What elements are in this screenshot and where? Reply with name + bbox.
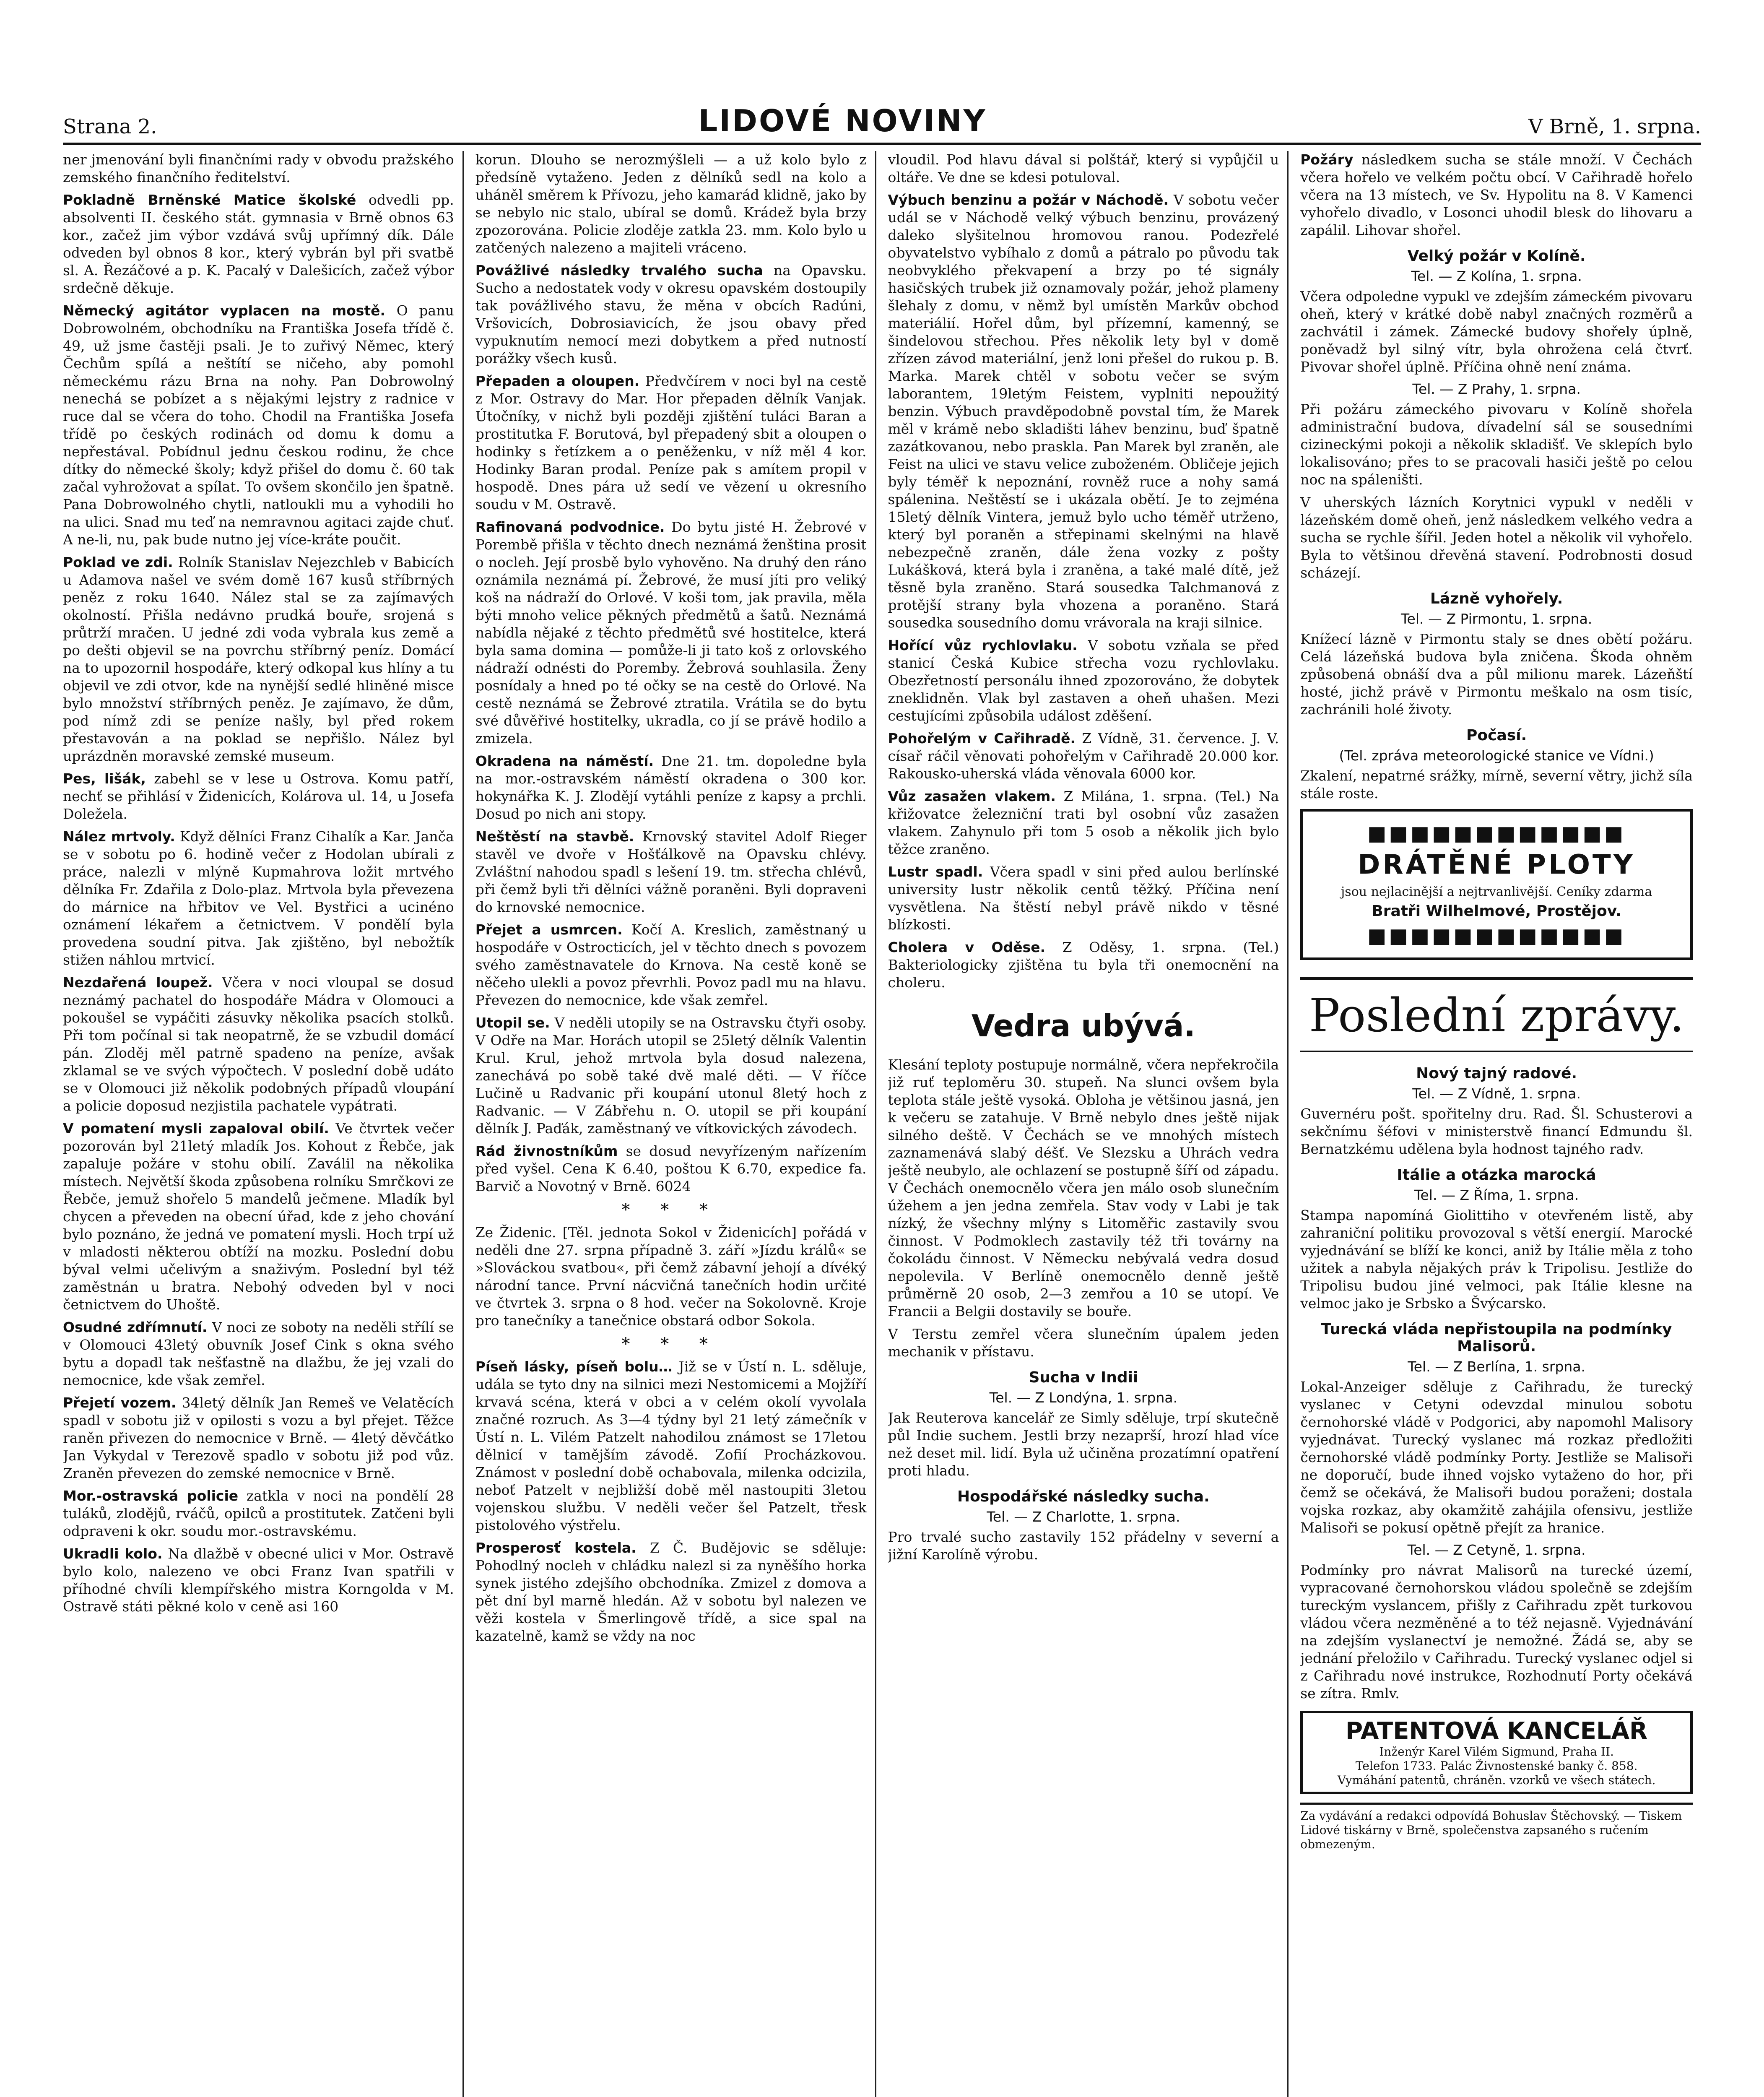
page-number: Strana 2.	[63, 115, 157, 138]
article: Včera odpoledne vypukl ve zdejším zámeckém pivovaru oheň, který v krátké době nabyl značných rozměrů a zachvátil i zámek. Zámecké budovy shořely úplně, poněvadž byl silný vítr, byla ohrožena celá čtvrť. Pivovar shořel úplně. Příčina ohně není známa.	[1300, 288, 1693, 375]
dateline: Tel. — Z Berlína, 1. srpna.	[1408, 1358, 1586, 1375]
patent-name: Inženýr Karel Vilém Sigmund, Praha II.	[1379, 1745, 1614, 1759]
article: V pomatení mysli zapaloval obilí. Ve čtvrtek večer pozorován byl 21letý mladík Jos. Kohout z Řebče, jak zapaluje požáre v stohu obilí. Zaválil na několika místech. Největší škoda způsobena rolníku Smrčkovi ze Řebče, jemuž shořelo 5 mandelů ječmene. Mladík byl chycen a převeden na obecní úřad, kde z jeho chování bylo poznáno, že jedná ve pomatení mysli. Hoch trpí už v mladosti některou obtíží na mozku. Poslední dobu býval velmi učelivým a snaživým. Poslední byl též zaměstnán u bratra. Nebohý odveden byl v noci četnictvem do Uhoště.	[63, 1120, 454, 1313]
ad-subtitle: jsou nejlacinější a nejtrvanlivější. Ceníky zdarma	[1341, 885, 1652, 899]
article: Rafinovaná podvodnice. Do bytu jisté H. Žebrové v Porembě přišla v těchto dnech neznámá ženština prosit o nocleh. Její prosbě bylo vyhověno. Na druhý den ráno oznámila neznámá pí. Žebrové, že musí jíti pro veliký koš na nádraží do Orlové. V koši tom, jak pravila, měla býti mnoho velice pěkných předmětů a šatů. Neznámá nabídla nějaké z těchto předmětů své hostitelce, která byla sama domina — pomůže-li ji tato koš z orlovského nádraží odnésti do Poremby. Žebrová souhlasila. Ženy posnídaly a hned po té očky se na cestě do Orlové. Na cestě neznámá se Žebrové ztratila. Vrátila se do bytu své důvěřivé hostitelky, ukradla, co jí se právě hodilo a zmizela.	[475, 519, 867, 747]
article: Jak Reuterova kancelář ze Simly sděluje, trpí skutečně půl Indie suchem. Jestli brzy nezaprší, hrozí hlad více než deset mil. lidí. Byla už učiněna prozatímní opatření proti hladu.	[888, 1410, 1279, 1479]
article: Pes, lišák, zabehl se v lese u Ostrova. Komu patří, nechť se přihlásí v Židenicích, Kolárova ul. 14, u Josefa Doležela.	[63, 770, 454, 822]
article: Při požáru zámeckého pivovaru v Kolíně shořela administrační budova, dívadelní sál se sousedními cizineckými pokoji a několik skladišť. Ve sklepích bylo lokalisováno; přes to se pracovali hasiči ještě po celou noc na spáleništi.	[1300, 401, 1693, 488]
column-3	[888, 151, 1289, 2097]
separator: * * *	[621, 1335, 720, 1354]
section-headline: Vedra ubývá.	[971, 1008, 1195, 1043]
article: Osudné zdřímnutí. V noci ze soboty na neděli střílí se v Olomouci 43letý obuvník Josef Cink s okna svého bytu a dopadl tak nešťastně na dlažbu, že jej vzali do nemocnice, kde však zemřel.	[63, 1319, 454, 1388]
article-headline: Itálie a otázka marocká	[1397, 1166, 1596, 1184]
patent-description: Vymáhání patentů, chráněn. vzorků ve všech státech.	[1337, 1773, 1656, 1787]
column-1	[63, 151, 464, 2097]
dateline: Tel. — Z Vídně, 1. srpna.	[1412, 1085, 1581, 1102]
article: Ukradli kolo. Na dlažbě v obecné ulici v Mor. Ostravě bylo kolo, nalezeno ve obci Franz Ivan spatřili v příhodné chvíli klempířského mistra Korngolda v M. Ostravě státi pěkné kolo v ceně asi 160	[63, 1545, 454, 1615]
ad-company: Bratři Wilhelmové, Prostějov.	[1372, 903, 1621, 920]
masthead-rule	[63, 143, 1701, 145]
article: Pokladně Brněnské Matice školské odvedli pp. absolventi II. českého stát. gymnasia v Brně obnos 63 kor., začež jim výbor vzdává svůj upřímný dík. Dále odveden byl obnos 8 kor., který vybrán byl při svatbě sl. A. Řezáčové a p. K. Pacalý v Dalešicích, začež výbor srdečně děkuje.	[63, 192, 454, 296]
article-headline: Nový tajný radové.	[1416, 1065, 1577, 1082]
dateline: Tel. — Z Kolína, 1. srpna.	[1411, 268, 1582, 284]
separator: * * *	[621, 1200, 720, 1220]
article-headline: Turecká vláda nepřistoupila na podmínky Malisorů.	[1321, 1321, 1672, 1355]
article: Vůz zasažen vlakem. Z Milána, 1. srpna. (Tel.) Na křižovatce železniční trati byl osobní vůz zasažen vlakem. Zahynulo při tom 5 osob a několik jich bylo těžce zraněno.	[888, 788, 1279, 857]
article: Rád živnostníkům se dosud nevyřízeným nařízením před vyšel. Cena K 6.40, poštou K 6.70, expedice fa. Barvič a Novotný v Brně. 6024	[475, 1143, 867, 1194]
article: Cholera v Oděse. Z Oděsy, 1. srpna. (Tel.) Bakteriologicky zjištěna tu byla tři onemocnění na choleru.	[888, 939, 1279, 991]
ad-border: ■■■■■■■■■■■■	[1367, 924, 1626, 947]
notice: Ze Židenic. [Těl. jednota Sokol v Židenicích] pořádá v neděli dne 27. srpna případně 3. září »Jízdu králů« se »Slováckou svatbou«, při čemž zábavní jehojí a dívéký národní tance. První nácvičná tanečních hodin určité ve čtvrtek 3. srpna o 8 hod. večer na Sokolovně. Kroje pro tanečníky a tanečnice obstará odbor Sokola.	[475, 1224, 867, 1329]
article: Požáry následkem sucha se stále množí. V Čechách včera hořelo ve velkém počtu obcí. V Cařihradě hořelo včera na 13 místech, ve Sv. Hypolitu na 8. V Kamenci vyhořelo divadlo, v Losonci uhodil blesk do lihovaru a zapálil. Lihovar shořel.	[1300, 151, 1693, 238]
article: Píseň lásky, píseň bolu… Již se v Ústí n. L. sděluje, udála se tyto dny na silnici mezi Nestomicemi a Mojžíří krvavá scéna, která v obci a v celém okolí vyvolala značné rozruch. As 3—4 týdny byl 21 letý zámečník v Ústí n. L. Vilém Patzelt nahodilou známost se 17letou dělnicí v tamějším závodě. Zofií Procházkovou. Známost v poslední době ochabovala, milenka odcizila, neboť Patzelt v nejbližší době měl nastoupiti 3letou vojenskou službu. V neděli večer šel Patzelt, třesk pistolového výstřelu.	[475, 1358, 867, 1533]
weather-headline: Počasí.	[1466, 727, 1527, 744]
article: Výbuch benzinu a požár v Náchodě. V sobotu večer udál se v Náchodě velký výbuch benzinu, provázený daleko slyšitelnou hromovou ranou. Podezřelé obyvatelstvo vybíhalo z domů a pátralo po původu tak neobvyklého překvapení a brzy po té signály hasičských trubek již oznamovaly požár, jehož plameny šlehaly z domu, v němž byl umístěn Markův obchod materiálií. Hořel dům, byl přízemní, kamenný, se šindelovou střechou. Přes několik lety byl v domě zřízen závod materiální, jenž loni přešel do rukou p. B. Marka. Marek chtěl v sobotu večer se svým laborantem, 19letým Feistem, vyplniti nepoužitý benzin. Výbuch pravděpodobně povstal tím, že Marek měl v krámě nebo skladišti láhev benzinu, buď špatně zazátkovanou, nebo praskla. Pan Marek byl zraněn, ale Feist na ulici ve stavu velice zuboženém. Obličeje jejich byly téměř k nepoznání, rovněž ruce a nohy samá spálenina. Neštěstí se i ukázala obětí. Je to zejména 15letý dělník Vintera, jemuž bylo ucho téměř utrženo, který byl poraněn a střepinami skelnými na hlavě nebezpečně zraněn, dále žena vozky z pošty Lukášková, která byla i zraněna, a také malé dítě, jež těsně byla zraněno. Stará sousedka Talchmanová z protější strany byla vhozena a poraněno. Stará sousedka sousedního domu vrávorala na kraji silnice.	[888, 192, 1279, 631]
article: Mor.-ostravská policie zatkla v noci na pondělí 28 tuláků, zlodějů, rváčů, opilců a prostitutek. Zatčeni byli odpraveni k okr. soudu mor.-ostravskému.	[63, 1488, 454, 1539]
imprint: Za vydávání a redakci odpovídá Bohuslav Štěchovský. — Tiskem Lidové tiskárny v Brně, společenstva zapsaného s ručením obmezeným.	[1300, 1803, 1693, 1852]
article: Stampa napomíná Giolittiho v otevřeném listě, aby zahraniční politiku provozoval s větší energií. Marocké vyjednávání se blíží ke konci, aniž by Itálie měla z toho užitek a nabyla nějakých práv k Tripolisu. Jestliže do Tripolisu budou jiné velmoci, pak Itálie klesne na velmoc jako je Srbsko a Švýcarsko.	[1300, 1207, 1693, 1311]
dateline: Tel. — Z Charlotte, 1. srpna.	[987, 1509, 1180, 1525]
section-headline: Poslední zprávy.	[1300, 977, 1693, 1052]
article: Okradena na náměstí. Dne 21. tm. dopoledne byla na mor.-ostravském náměstí okradena o 300 kor. hokynářka K. J. Zlodějí vytáhli peníze z kapsy a prchli. Dosud po nich ani stopy.	[475, 753, 867, 822]
dateline: Tel. — Z Pirmontu, 1. srpna.	[1400, 611, 1593, 627]
article: Zkalení, nepatrné srážky, mírně, severní větry, jichž síla stále roste.	[1300, 768, 1693, 801]
article: Nález mrtvoly. Když dělníci Franz Cihalík a Kar. Janča se v sobotu po 6. hodině večer z Hodolan ubírali z práce, nalezli v mlýně Kupmahrova ložit mrtvého dělníka Fr. Zdařila z Dolo-plaz. Mrtvola byla převezena do márnice na hřbitov ve Vel. Bystřici a ucinéno oznámení lékařem a četnictvem. V pondělí byla provedena soudní pitva. Jak zjištěno, byl nebožtík stižen náhlou mrtvicí.	[63, 828, 454, 968]
patent-title: PATENTOVÁ KANCELÁŘ	[1346, 1717, 1648, 1745]
article-headline: Sucha v Indii	[1029, 1369, 1138, 1386]
article: Klesání teploty postupuje normálně, včera nepřekročila již ruť teploměru 30. stupeň. Na slunci ovšem byla teplota stále ještě vysoká. Obloha je většinou jasná, jen k večeru se zatahuje. V Brně nebylo dnes ještě nijak silného deště. V Čechách se ve mnohých místech zaznamenává slabý déšť. Ve Slezsku a Uhrách vedra ještě neubylo, ale ochlazení se postupně šíří od západu. V Čechách onemocnělo včera jen málo osob slunečním úžehem a jen jedna zemřela. Stav vody v Labi je tak nízký, že všechny mlýny s Litoměřic zastavily svou činnost. V Podmoklech zastavily též tři továrny na čokoládu činnost. V Německu nebývalá vedra dosud nepolevila. V Berlíně onemocnělo denně ještě průměrně 20 osob, 2—3 zemřou a 10 se utopí. Ve Francii a Belgii dostavily se bouře.	[888, 1056, 1279, 1319]
article: Pohořelým v Cařihradě. Z Vídně, 31. července. J. V. císař ráčil věnovati pohořelým v Cařihradě 20.000 kor. Rakousko-uherská vláda věnovala 6000 kor.	[888, 730, 1279, 782]
article: V uherských lázních Korytnici vypukl v neděli v lázeňském domě oheň, jenž následkem velkého vedra a sucha se rychle šířil. Jeden hotel a několik vil vyhořelo. Byla to většinou dřevěná stavení. Podrobnosti dosud scházejí.	[1300, 494, 1693, 581]
article: Povážlivé následky trvalého sucha na Opavsku. Sucho a nedostatek vody v okresu opavském dostoupily tak povážlivého stavu, že měna v obcích Radúni, Vršovicích, Dobrosiavicích, že jsou obavy před vypuknutím nemocí mezi dobytkem a před nutností porážky všech kusů.	[475, 262, 867, 367]
article-headline: Velký požár v Kolíně.	[1407, 247, 1586, 265]
patent-advertisement	[1300, 1711, 1693, 1794]
article: Podmínky pro návrat Malisorů na turecké území, vypracované černohorskou vládou společně se zdejším tureckým vyslancem, přišly z Cařihradu zpět turkovou vládou včera nezměněné a to též nejasně. Vyjednávání na zdejším vyslanectví je nemožné. Žádá se, aby se jednání přeložilo v Cařihradu. Turecký vyslanec odjel si z Cařihradu nové instrukce, Rozhodnutí Porty očekává se zítra. Rmlv.	[1300, 1562, 1693, 1702]
dateline: (Tel. zpráva meteorologické stanice ve Vídni.)	[1339, 747, 1654, 764]
article: Přepaden a oloupen. Předvčírem v noci byl na cestě z Mor. Ostravy do Mar. Hor přepaden dělník Vanjak. Útočníky, v nichž byli později zjištění tuláci Baran a prostitutka F. Borutová, byl přepadený sbit a oloupen o hodinky s řetízkem a o peněženku, v níž měl 4 kor. Hodinky Baran prodal. Peníze pak s amítem propil v hospodě. Dnes pára už sedí ve vězení u okresního soudu v M. Ostravě.	[475, 373, 867, 513]
article: Neštěstí na stavbě. Krnovský stavitel Adolf Rieger stavěl ve dvoře v Hošťálkově na Opavsku chlévy. Zvláštní nahodou spadl s lešení 19. tm. střecha chlévů, při čemž byli tři dělníci vážně poraněni. Byli dopraveni do krnovské nemocnice.	[475, 828, 867, 915]
newspaper-title: LIDOVÉ NOVINY	[698, 103, 987, 138]
article: V Terstu zemřel včera slunečním úpalem jeden mechanik v přístavu.	[888, 1326, 1279, 1360]
signature: Rmlv.	[1361, 1685, 1400, 1702]
article: Pro trvalé sucho zastavily 152 přádelny v severní a jižní Karolíně výrobu.	[888, 1529, 1279, 1563]
patent-phone: Telefon 1733. Palác Živnostenské banky č. 858.	[1355, 1759, 1638, 1773]
column-4	[1300, 151, 1701, 2097]
article: Lustr spadl. Včera spadl v sini před aulou berlínské university lustr několik centů těžký. Příčina není vysvětlena. Na štěstí nebyl právě nikdo v těsné blízkosti.	[888, 864, 1279, 933]
article-headline: Lázně vyhořely.	[1430, 590, 1563, 607]
article: Přejet a usmrcen. Kočí A. Kreslich, zaměstnaný u hospodáře v Ostrocticích, jel v těchto dnech s povozem svého zaměstnavatele do Krnova. Na cestě koně se něčeho ulekli a povoz převrhli. Povoz padl mu na hlavu. Převezen do nemocnice, kde však zemřel.	[475, 921, 867, 1008]
column-2	[475, 151, 876, 2097]
article-headline: Hospodářské následky sucha.	[957, 1488, 1210, 1505]
article: Guvernéru pošt. spořitelny dru. Rad. Šl. Schusterovi a sekčnímu šéfovi v ministerstvě financí Edmundu šl. Bernatzkému udělena byla hodnost tajného radv.	[1300, 1106, 1693, 1157]
dateline: Tel. — Z Říma, 1. srpna.	[1414, 1187, 1579, 1203]
article: Přejetí vozem. 34letý dělník Jan Remeš ve Velatěcích spadl v sobotu již v opilosti s vozu a byl přejet. Těžce raněn přivezen do nemocnice v Brně. — 4letý děvčátko Jan Vykydal v Terezově spadlo v sobotu již pod vůz. Zraněn převezen do zemské nemocnice v Brně.	[63, 1395, 454, 1481]
ad-code: 6024	[655, 1178, 691, 1194]
article: Lokal-Anzeiger sděluje z Cařihradu, že turecký vyslanec v Cetyni odevzdal minulou sobotu černohorské vládě v Podgorici, aby napomohl Malisory vyjednávat. Turecký vyslanec má rozkaz předložiti černohorské vládě podmínky Porty. Jestliže se Malisoři ne doporučí, bude ihned vojsko vytaženo do hor, při čemž se očekává, že Malisoři budou poraženi; dostala vojska rozkaz, aby okamžitě zahájila ofensivu, jestliže Malisoři se pokusí opětně přejít za hranice.	[1300, 1379, 1693, 1536]
article: Knížecí lázně v Pirmontu staly se dnes obětí požáru. Celá lázeňská budova byla zničena. Škoda ohněm způsobená obnáší dva a půl milionu marek. Lázeňští hosté, jichž právě v Pirmontu meškalo na osm tisíc, zachránili holé životy.	[1300, 631, 1693, 718]
dateline: Tel. — Z Cetyně, 1. srpna.	[1407, 1542, 1586, 1558]
article: ner jmenování byli finančními rady v obvodu pražského zemského finančního ředitelství.	[63, 151, 454, 185]
columns	[63, 151, 1701, 2097]
article: Nezdařená loupež. Včera v noci vloupal se dosud neznámý pachatel do hospodáře Mádra v Olomouci a pokoušel se vypáčiti zásuvky několika psacích stolků. Při tom počínal si tak neopatrně, že se vzbudil domácí pán. Zloděj měl patrně spadeno na peníze, avšak zklamal se ve svých výpočtech. V poslední době udáto se v Olomouci již několik podobných případů vloupání a policie doposud nezjistila pachatele vypátrati.	[63, 974, 454, 1114]
ad-border: ■■■■■■■■■■■■	[1367, 822, 1626, 845]
dateline: Tel. — Z Londýna, 1. srpna.	[989, 1389, 1178, 1406]
article: Poklad ve zdi. Rolník Stanislav Nejezchleb v Babicích u Adamova našel ve svém domě 167 kusů stříbrných peněz z roku 1640. Nález stal se za zajímavých okolností. Přišla nedávno prudká bouře, srojená s průtrží mračen. U jedné zdi voda vybrala kus země a po dešti objevil se na povrchu stříbrný peníz. Domácí na to upozornil hospodáře, který odkopal kus hlíny a tu objevil ve zdi otvor, kde na nynější sedlé hliněné misce bylo množství stříbrných peněz. Je zajímavo, že dům, pod nímž zdi se peníze našly, byl před rokem přestavován a na poklad se nepřišlo. Nález byl uprázdněn moravské zemské museum.	[63, 554, 454, 764]
article: Hořící vůz rychlovlaku. V sobotu vzňala se před stanicí Česká Kubice střecha vozu rychlovlaku. Obezřetností personálu ihned zpozorováno, že dobytek zneklidněn. Vlak byl zastaven a oheň uhašen. Mezi cestujícími způsobila událost zděšení.	[888, 637, 1279, 724]
advertisement	[1300, 809, 1693, 960]
issue-date: V Brně, 1. srpna.	[1528, 115, 1701, 138]
article: Utopil se. V neděli utopily se na Ostravsku čtyři osoby. V Odře na Mar. Horách utopil se 25letý dělník Valentin Krul. Krul, jehož mrtvola byla dosud nalezena, zanechává po sobě také dvě malé děti. — V říčce Lučině u Radvanic při koupání utonul 8letý hoch z Radvanic. — V Zábřehu n. O. utopil se při koupání dělník J. Paďák, zaměstnaný ve vítkovických závodech.	[475, 1015, 867, 1137]
ad-title: DRÁTĚNÉ PLOTY	[1358, 849, 1635, 880]
article: Prosperosť kostela. Z Č. Budějovic se sděluje: Pohodlný nocleh v chládku nalezl si za nyněšího horka synek jistého zdejšího obchodníka. Zmizel z domova a pět dní byl marně hledán. Až v sobotu byl nalezen ve věži kostela v Šmerlingově třídě, a sice spal na kazatelně, kamž se vždy na noc	[475, 1540, 867, 1644]
article: Německý agitátor vyplacen na mostě. O panu Dobrowolném, obchodníku na Františka Josefa třídě č. 49, už jsme častěji psali. Je to zuřivý Němec, který Čechům spílá a neštítí se ničeho, aby pomohl německému rázu Brna na nohy. Pan Dobrowolný nenechá se pobízet a s nějakými lejstry z radnice v ruce dal se včera do toho. Chodil na Františka Josefa třídě po českých rodinách od domu k domu a nepřestával. Pobídnul jednu českou rodinu, že chce dítky do německé školy; když přišel do domu č. 60 tak začal vyhrožovat a spílat. To ovšem skončilo jen špatně. Pana Dobrowolného chytli, natloukli mu a vyhodili ho na ulici. Snad mu teď na nemravnou agitaci zajde chuť. A ne-li, nu, pak bude nutno jej více-kráte poučit.	[63, 302, 454, 548]
article: korun. Dlouho se nerozmýšleli — a už kolo bylo z předsíně vytaženo. Jeden z dělníků sedl na kolo a uháněl směrem k Přívozu, jeho kamarád klidně, jako by se nebylo nic stalo, ubíral se domů. Krádež byla brzy zpozorována. Policie zloděje zatkla 23. mm. Kolo bylo u zatčených nalezeno a majiteli vráceno.	[475, 151, 867, 256]
masthead	[63, 105, 1701, 138]
dateline: Tel. — Z Prahy, 1. srpna.	[1412, 381, 1581, 397]
article: vloudil. Pod hlavu dával si polštář, který si vypůjčil u oltáře. Ve dne se kdesi potuloval.	[888, 151, 1279, 185]
